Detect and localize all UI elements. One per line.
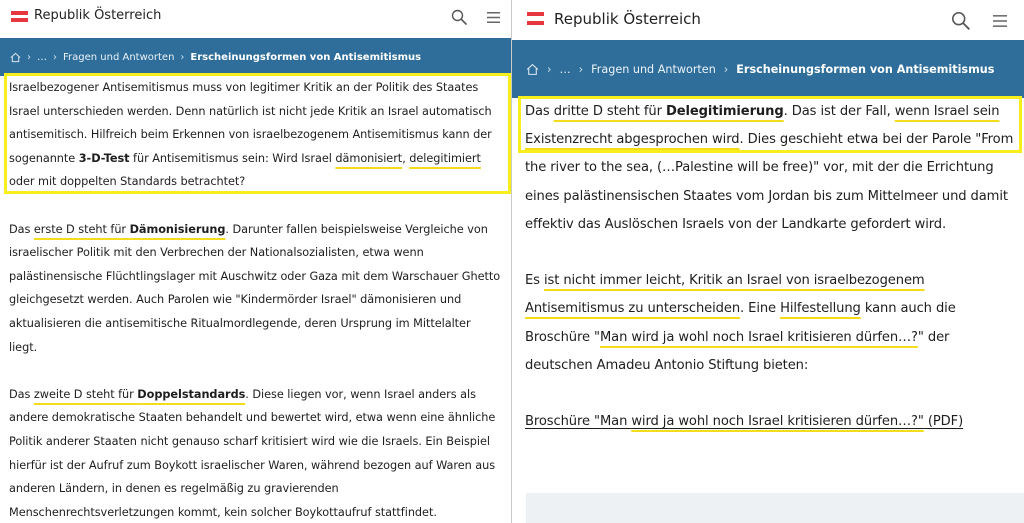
search-button[interactable]	[448, 6, 470, 28]
highlight-nicht-leicht: ist nicht immer leicht, Kritik an Israel von israelbezogenem Antisemitismus zu unterscheiden	[525, 273, 925, 317]
article-body	[512, 98, 1024, 465]
term-daemonisierung: Dämonisierung	[129, 222, 226, 236]
text: Es	[525, 273, 544, 289]
highlight-zweite-d	[34, 388, 245, 401]
text: dritte D steht für	[553, 104, 666, 119]
breadcrumb-home[interactable]	[10, 52, 21, 63]
menu-button[interactable]	[484, 7, 502, 27]
highlight-daemonisiert: dämonisiert	[335, 151, 403, 165]
site-header	[512, 0, 1024, 38]
chevron-right-icon: ›	[27, 51, 31, 63]
info-box	[526, 493, 1024, 523]
text: " der deutschen Amadeu Antonio Stiftung bieten:	[525, 329, 950, 373]
text: Das	[9, 387, 34, 401]
menu-icon	[993, 15, 1007, 27]
highlight-dritte-d	[554, 104, 784, 119]
text: . Diese liegen vor, wenn Israel anders als andere demokratische Staaten behandelt und bewertet wird, etwa wenn eine ähnliche Politik anderer Staaten nicht genauso scharf kritisiert wird wie die Israels. Ein Beispiel hierfür ist der Aufruf zum Boykott israelischer Waren, während bezogen auf Waren aus anderen Ländern, in denen es regelmäßig zu gravierenden Menschenrechtsverletzungen kommt, kein solcher Boykottaufruf stattfindet.	[9, 387, 496, 519]
home-icon	[526, 63, 539, 76]
search-button[interactable]	[948, 8, 972, 32]
chevron-right-icon: ›	[578, 62, 584, 76]
text: für Antisemitismus sein: Wird Israel	[129, 151, 336, 165]
paragraph-download	[525, 408, 1014, 436]
text: Israelbezogener Antisemitismus muss von legitimer Kritik an der Politik des Staates Israel unterschieden werden. Denn natürlich ist nicht jede Kritik an Israel automatisch antisemitisch. Hilfreich beim Erkennen von israelbezogenem Antisemitismus kann der sogenannte	[9, 81, 492, 165]
breadcrumb-item-fragen[interactable]: Fragen und Antworten	[591, 62, 716, 76]
breadcrumb-ellipsis[interactable]: …	[559, 62, 571, 76]
text: . Eine	[740, 301, 781, 317]
site-brand[interactable]: Republik Österreich	[554, 10, 701, 28]
text: . Dies geschieht etwa bei der Parole "From the river to the sea, (…Palestine will be free)" vor, mit der die Errichtung eines palästinensischen Staates vom Jordan bis zum Mittelmeer und damit effektiv das Auslöschen Israels von der Landkarte gefordert wird.	[525, 132, 1014, 232]
search-icon	[951, 11, 970, 30]
chevron-right-icon: ›	[53, 51, 57, 63]
menu-button[interactable]	[990, 10, 1010, 32]
chevron-right-icon: ›	[180, 51, 185, 63]
breadcrumb	[0, 38, 511, 76]
term-3d-test: 3-D-Test	[78, 151, 130, 165]
home-icon	[10, 52, 21, 63]
highlight-link: wird ja wohl noch Israel kritisieren dürfen…?"	[631, 414, 924, 430]
text: erste D steht für	[33, 222, 130, 236]
breadcrumb-current: Erscheinungsformen von Antisemitismus	[736, 62, 995, 76]
breadcrumb-ellipsis[interactable]: …	[37, 51, 47, 63]
austrian-flag-icon	[527, 12, 544, 25]
text: zweite D steht für	[33, 387, 138, 401]
austrian-flag-icon	[11, 11, 28, 22]
paragraph-doppelstandards	[9, 383, 501, 523]
chevron-right-icon: ›	[547, 62, 552, 76]
highlight-hilfestellung: Hilfestellung	[780, 301, 861, 317]
text: Das	[525, 104, 554, 119]
paragraph-3d-test	[9, 76, 501, 194]
breadcrumb-current: Erscheinungsformen von Antisemitismus	[190, 51, 422, 63]
highlight-existenzrecht: wenn Israel sein Existenzrecht abgesprochen wird	[525, 104, 1000, 148]
search-icon	[451, 9, 467, 25]
breadcrumb	[512, 40, 1024, 98]
right-browser-pane	[512, 0, 1024, 523]
menu-icon	[487, 12, 500, 23]
highlight-delegitimiert: delegitimiert	[409, 151, 481, 165]
brochure-pdf-link[interactable]	[525, 414, 963, 429]
text: . Darunter fallen beispielsweise Vergleiche von israelischer Politik mit den Verbrechen der Nationalsozialisten, etwa wenn palästinensische Flüchtlingslager mit Auschwitz oder Gaza mit dem Warschauer Ghetto gleichgesetzt werden. Auch Parolen wie "Kindermörder Israel" dämonisieren und aktualisieren die antisemitische Ritualmordlegende, deren Ursprung im Mittelalter liegt.	[9, 222, 501, 354]
breadcrumb-item-fragen[interactable]: Fragen und Antworten	[63, 51, 175, 63]
term-delegitimierung: Delegitimierung	[665, 104, 784, 119]
article-body	[0, 76, 511, 523]
text: Das	[9, 222, 34, 236]
text: ,	[402, 151, 410, 165]
breadcrumb-home[interactable]	[526, 63, 539, 76]
site-header	[0, 0, 511, 36]
paragraph-daemonisierung	[9, 218, 501, 360]
text: (PDF)	[923, 414, 964, 430]
text: kann auch die Broschüre "	[525, 301, 956, 345]
paragraph-delegitimierung	[525, 98, 1014, 239]
text: oder mit doppelten Standards betrachtet?	[9, 175, 246, 189]
text: . Das ist der Fall,	[783, 104, 895, 119]
paragraph-hilfestellung	[525, 267, 1014, 380]
site-brand[interactable]: Republik Österreich	[34, 8, 162, 23]
term-doppelstandards: Doppelstandards	[137, 387, 246, 401]
chevron-right-icon: ›	[723, 62, 729, 76]
highlight-broschuere-title: Man wird ja wohl noch Israel kritisieren dürfen…?	[599, 329, 918, 345]
highlight-erste-d	[34, 223, 225, 236]
text: Broschüre "Man	[525, 414, 632, 430]
